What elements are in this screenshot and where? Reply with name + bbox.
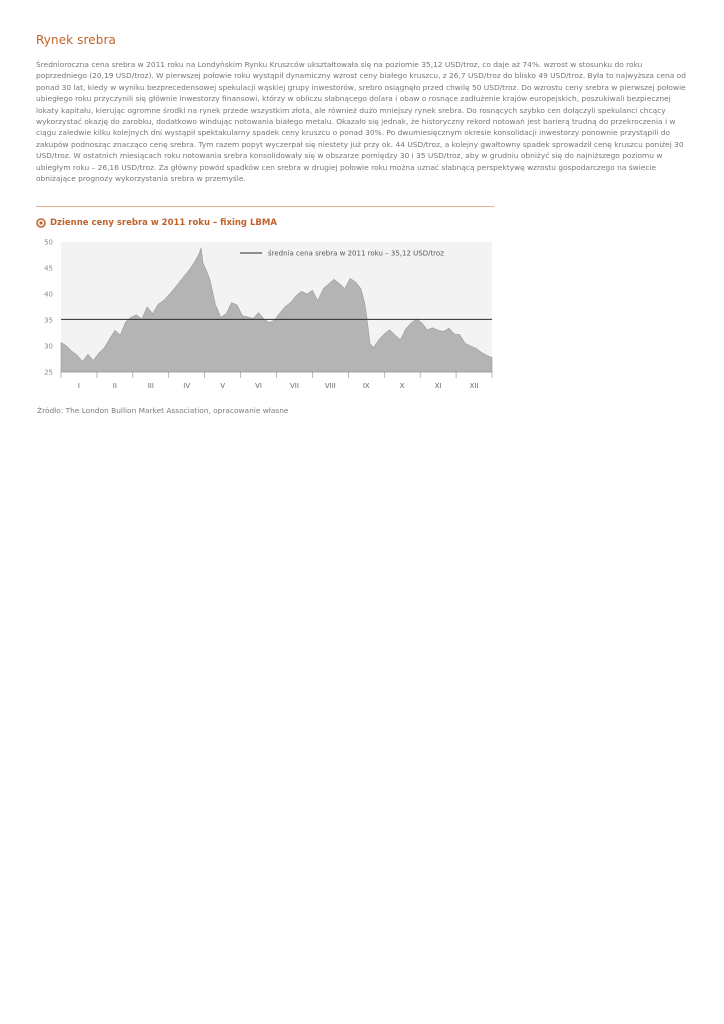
x-tick-label: X <box>399 382 405 390</box>
y-tick-label: 25 <box>44 368 53 377</box>
y-tick-label: 45 <box>44 264 53 273</box>
x-tick-label: III <box>147 382 154 390</box>
y-tick-label: 50 <box>44 238 53 247</box>
body-paragraph: Średnioroczna cena srebra w 2011 roku na Londyńskim Rynku Kruszców ukształtowała się na poziomie 35,12 USD/troz, co daje aż 74%. wzrost w stosunku do roku poprzedniego (20,19 USD/troz). W pierwszej połowie roku wystąpił dynamiczny wzrost ceny białego kruszcu, z 26,7 USD/troz do blisko 49 USD/troz. Była to najwyższa cena od ponad 30 lat, kiedy w wyniku bezprecedensowej spekulacji wąskiej grupy inwestorów, srebro osiągnęło przed chwilę 50 USD/troz. Do wzrostu ceny srebra w pierwszej połowie ubiegłego roku przyczynili się głównie inwestorzy finansowi, którzy w obliczu słabnącego dolara i obaw o rosnące zadłużenie krajów europejskich, poszukiwali bezpiecznej lokaty kapitału, kierując ogromne środki na rynek przede wszystkim złota, ale również dużo mniejszy rynek srebra. Do rosnących szybko cen dołączyli spekulanci chcący wykorzystać okazję do zarobku, dodatkowo windując notowania białego metalu. Okazało się jednak, że historyczny rekord notowań jest barierą trudną do przekroczenia i w ciągu zaledwie kilku kolejnych dni wystąpił spektakularny spadek ceny kruszcu o ponad 30%. Po dwumiesięcznym okresie konsolidacji inwestorzy ponownie przystąpili do zakupów podnosząc znacząco cenę srebra. Tym razem popyt wyczerpał się niestety już przy ok. 44 USD/troz, a kolejny gwałtowny spadek sprowadził cenę kruszcu poniżej 30 USD/troz. W ostatnich miesiącach roku notowania srebra konsolidowały się w obszarze pomiędzy 30 i 35 USD/troz, aby w grudniu obniżyć się do najniższego poziomu w ubiegłym roku – 26,16 USD/troz. Za główny powód spadków cen srebra w drugiej połowie roku można uznać słabnącą perspektywę wzrostu gospodarczego na świecie obniżające prognozy wykorzystania srebra w przemyśle. <box>36 60 686 184</box>
x-tick-label: VI <box>255 382 262 390</box>
page-title: Rynek srebra <box>36 33 116 47</box>
source-note: Źródło: The London Bullion Market Association, opracowanie własne <box>37 406 289 415</box>
x-tick-label: XI <box>434 382 442 390</box>
y-tick-label: 40 <box>44 290 53 299</box>
chart-title-row <box>36 217 277 229</box>
section-divider <box>36 206 494 207</box>
x-tick-label: IX <box>362 382 370 390</box>
x-tick-label: IV <box>183 382 191 390</box>
x-tick-label: VII <box>289 382 299 390</box>
silver-price-chart <box>36 234 496 394</box>
x-tick-label: V <box>220 382 226 390</box>
y-tick-label: 35 <box>44 316 53 325</box>
x-tick-label: I <box>77 382 80 390</box>
x-tick-label: XII <box>469 382 479 390</box>
x-tick-label: VIII <box>324 382 336 390</box>
y-tick-label: 30 <box>44 342 53 351</box>
legend-label: średnia cena srebra w 2011 roku – 35,12 USD/troz <box>268 249 444 258</box>
chart-bullet-icon <box>36 218 46 228</box>
x-tick-label: II <box>112 382 117 390</box>
chart-title: Dzienne ceny srebra w 2011 roku – fixing LBMA <box>50 218 277 228</box>
